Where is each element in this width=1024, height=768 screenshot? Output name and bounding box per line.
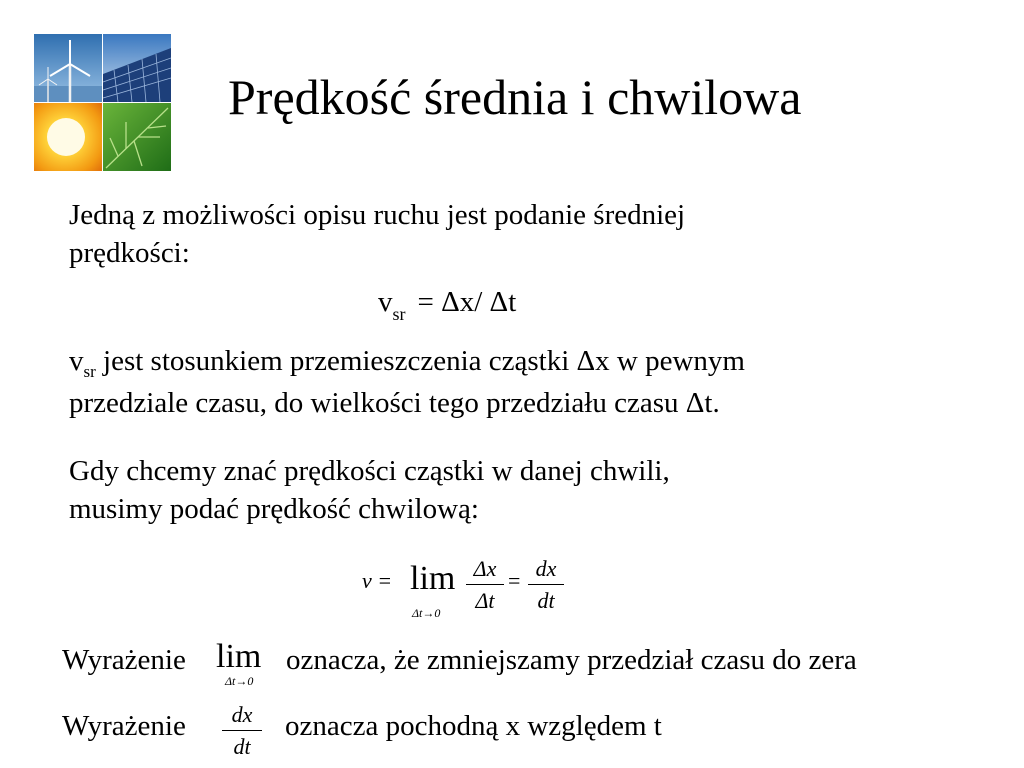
expression-label: Wyrażenie bbox=[62, 644, 186, 676]
paragraph-definition bbox=[69, 342, 745, 422]
average-velocity-formula bbox=[378, 286, 517, 324]
fraction-denominator: dt bbox=[233, 734, 251, 759]
limit-subscript: Δt→0 bbox=[412, 606, 441, 620]
formula-symbol: v bbox=[378, 286, 393, 318]
paragraph-average-velocity bbox=[69, 196, 685, 272]
leaf-icon bbox=[103, 103, 171, 171]
energy-logo bbox=[34, 34, 171, 171]
fraction-delta bbox=[466, 554, 504, 617]
limit-subscript: Δt→0 bbox=[225, 674, 254, 688]
paragraph-instant-velocity bbox=[69, 452, 670, 528]
sun-icon bbox=[34, 103, 102, 171]
solar-panel-icon bbox=[103, 34, 171, 102]
paragraph-text: jest stosunkiem przemieszczenia cząstki Δx w pewnym bbox=[95, 345, 745, 377]
wind-turbine-icon bbox=[34, 34, 102, 102]
expression-label: Wyrażenie bbox=[62, 710, 186, 742]
formula-rhs: = Δx/ Δt bbox=[417, 286, 517, 318]
symbol-subscript: sr bbox=[83, 362, 96, 381]
derivative-explanation bbox=[62, 698, 962, 766]
formula-lhs: v = bbox=[362, 568, 393, 593]
paragraph-line bbox=[69, 342, 745, 384]
fraction-denominator: Δt bbox=[475, 588, 495, 613]
limit-operator: lim bbox=[410, 560, 456, 597]
fraction-numerator: Δx bbox=[466, 554, 504, 585]
explanation-text: oznacza pochodną x względem t bbox=[285, 710, 662, 742]
limit-explanation bbox=[62, 638, 962, 692]
paragraph-line: Gdy chcemy znać prędkości cząstki w danej chwili, bbox=[69, 455, 670, 487]
paragraph-line: musimy podać prędkość chwilową: bbox=[69, 493, 479, 525]
paragraph-line: prędkości: bbox=[69, 237, 190, 269]
paragraph-line: Jedną z możliwości opisu ruchu jest podanie średniej bbox=[69, 199, 686, 231]
fraction-derivative bbox=[528, 554, 564, 617]
fraction-numerator: dx bbox=[528, 554, 564, 585]
fraction-numerator: dx bbox=[222, 700, 262, 731]
equals-sign: = bbox=[508, 568, 521, 593]
formula-subscript: sr bbox=[392, 304, 406, 324]
limit-operator: lim bbox=[216, 638, 262, 675]
fraction-denominator: dt bbox=[537, 588, 555, 613]
paragraph-line: przedziale czasu, do wielkości tego przedziału czasu Δt. bbox=[69, 387, 720, 419]
fraction-derivative bbox=[222, 700, 262, 763]
slide-title: Prędkość średnia i chwilowa bbox=[228, 69, 802, 125]
symbol-v: v bbox=[69, 345, 84, 377]
explanation-text: oznacza, że zmniejszamy przedział czasu do zera bbox=[286, 644, 857, 676]
